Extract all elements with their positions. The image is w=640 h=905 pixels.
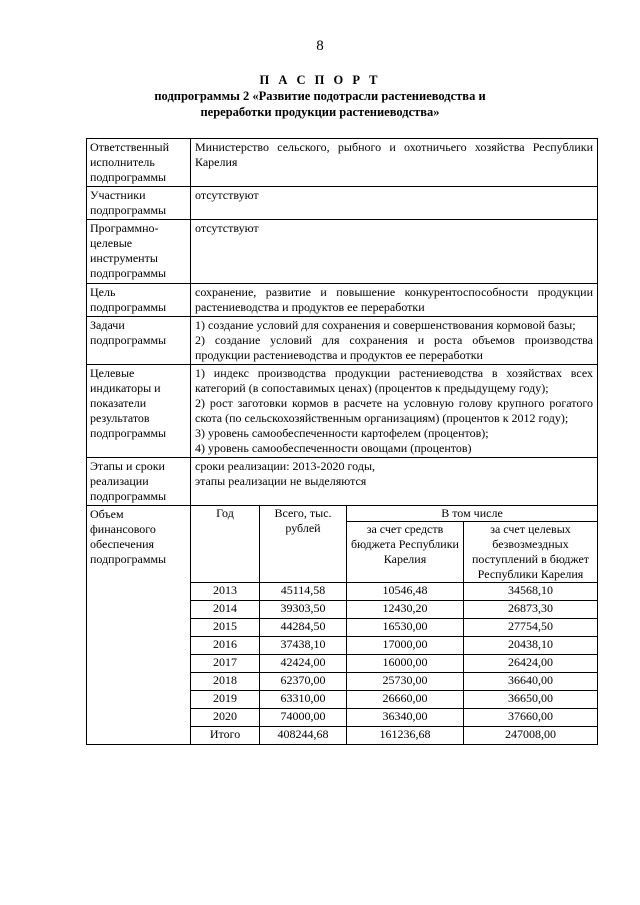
grants-cell: 34568,10 xyxy=(464,583,598,601)
finance-total-row xyxy=(191,727,597,745)
total-cell: 74000,00 xyxy=(260,709,347,727)
year-cell: 2020 xyxy=(191,709,260,727)
finance-data-row xyxy=(191,709,597,727)
subprogram-title-line-1: подпрограммы 2 «Развитие подотрасли растениеводства и xyxy=(154,89,486,103)
total-grants-cell: 247008,00 xyxy=(464,727,598,745)
instruments-label: Программно-целевые инструменты подпрограммы xyxy=(87,220,191,284)
total-cell: 37438,10 xyxy=(260,637,347,655)
participants-value: отсутствуют xyxy=(191,187,598,220)
executor-label: Ответственный исполнитель подпрограммы xyxy=(87,139,191,187)
year-cell: 2014 xyxy=(191,601,260,619)
finance-data-row xyxy=(191,691,597,709)
total-budget-cell: 161236,68 xyxy=(347,727,464,745)
year-cell: 2019 xyxy=(191,691,260,709)
col-including-header: В том числе xyxy=(347,506,598,522)
total-cell: 45114,58 xyxy=(260,583,347,601)
stages-label: Этапы и сроки реализации подпрограммы xyxy=(87,458,191,506)
finance-cell xyxy=(191,506,598,745)
col-year-header: Год xyxy=(191,506,260,583)
passport-title: П А С П О Р Т xyxy=(259,73,381,87)
finance-data-row xyxy=(191,637,597,655)
budget-cell: 12430,20 xyxy=(347,601,464,619)
budget-cell: 25730,00 xyxy=(347,673,464,691)
total-cell: 44284,50 xyxy=(260,619,347,637)
stages-line: этапы реализации не выделяются xyxy=(195,474,367,488)
indicator-item: 3) уровень самообеспеченности картофелем (процентов); xyxy=(195,426,489,440)
total-cell: 42424,00 xyxy=(260,655,347,673)
budget-cell: 16530,00 xyxy=(347,619,464,637)
budget-cell: 17000,00 xyxy=(347,637,464,655)
total-year-cell: Итого xyxy=(191,727,260,745)
indicator-item: 2) рост заготовки кормов в расчете на условную голову крупного рогатого скота (по сельскохозяйственным организациям) (процентов к 2012 году); xyxy=(195,396,593,425)
total-total-cell: 408244,68 xyxy=(260,727,347,745)
grants-cell: 20438,10 xyxy=(464,637,598,655)
year-cell: 2018 xyxy=(191,673,260,691)
row-tasks xyxy=(87,317,598,365)
finance-table xyxy=(191,506,597,744)
stages-line: сроки реализации: 2013-2020 годы, xyxy=(195,459,375,473)
finance-data-row xyxy=(191,673,597,691)
tasks-label: Задачи подпрограммы xyxy=(87,317,191,365)
indicator-item: 1) индекс производства продукции растениеводства в хозяйствах всех категорий (в сопоставимых ценах) (процентов к предыдущему году); xyxy=(195,366,593,395)
total-cell: 63310,00 xyxy=(260,691,347,709)
year-cell: 2013 xyxy=(191,583,260,601)
task-item: 1) создание условий для сохранения и совершенствования кормовой базы; xyxy=(195,318,576,332)
grants-cell: 36650,00 xyxy=(464,691,598,709)
instruments-value: отсутствуют xyxy=(191,220,598,284)
budget-cell: 10546,48 xyxy=(347,583,464,601)
goal-value: сохранение, развитие и повышение конкурентоспособности продукции растениеводства и продуктов ее переработки xyxy=(191,284,598,317)
executor-value: Министерство сельского, рыбного и охотничьего хозяйства Республики Карелия xyxy=(191,139,598,187)
total-cell: 62370,00 xyxy=(260,673,347,691)
grants-cell: 26424,00 xyxy=(464,655,598,673)
tasks-value xyxy=(191,317,598,365)
row-finance xyxy=(87,506,598,745)
finance-data-row xyxy=(191,655,597,673)
col-grants-header: за счет целевых безвозмездных поступлений в бюджет Республики Карелия xyxy=(464,522,598,583)
budget-cell: 26660,00 xyxy=(347,691,464,709)
year-cell: 2017 xyxy=(191,655,260,673)
indicators-label: Целевые индикаторы и показатели результатов подпрограммы xyxy=(87,365,191,458)
finance-data-row xyxy=(191,583,597,601)
grants-cell: 26873,30 xyxy=(464,601,598,619)
budget-cell: 16000,00 xyxy=(347,655,464,673)
row-participants xyxy=(87,187,598,220)
subprogram-title-line-2: переработки продукции растениеводства» xyxy=(200,105,440,119)
row-instruments xyxy=(87,220,598,284)
finance-label: Объем финансового обеспечения подпрограммы xyxy=(87,506,191,745)
finance-header-row xyxy=(191,506,597,522)
indicator-item: 4) уровень самообеспеченности овощами (процентов) xyxy=(195,441,472,455)
grants-cell: 36640,00 xyxy=(464,673,598,691)
col-total-header: Всего, тыс. рублей xyxy=(260,506,347,583)
passport-table xyxy=(86,138,598,745)
total-cell: 39303,50 xyxy=(260,601,347,619)
row-goal xyxy=(87,284,598,317)
document-heading xyxy=(0,72,640,120)
budget-cell: 36340,00 xyxy=(347,709,464,727)
page-number: 8 xyxy=(316,38,324,54)
task-item: 2) создание условий для сохранения и роста объемов производства продукции растениеводства и продуктов ее переработки xyxy=(195,333,593,362)
stages-value xyxy=(191,458,598,506)
year-cell: 2016 xyxy=(191,637,260,655)
grants-cell: 37660,00 xyxy=(464,709,598,727)
goal-label: Цель подпрограммы xyxy=(87,284,191,317)
finance-data xyxy=(191,583,597,727)
finance-data-row xyxy=(191,619,597,637)
row-executor xyxy=(87,139,598,187)
col-budget-header: за счет средств бюджета Республики Карелия xyxy=(347,522,464,583)
grants-cell: 27754,50 xyxy=(464,619,598,637)
row-indicators xyxy=(87,365,598,458)
row-stages xyxy=(87,458,598,506)
finance-data-row xyxy=(191,601,597,619)
indicators-value xyxy=(191,365,598,458)
year-cell: 2015 xyxy=(191,619,260,637)
participants-label: Участники подпрограммы xyxy=(87,187,191,220)
